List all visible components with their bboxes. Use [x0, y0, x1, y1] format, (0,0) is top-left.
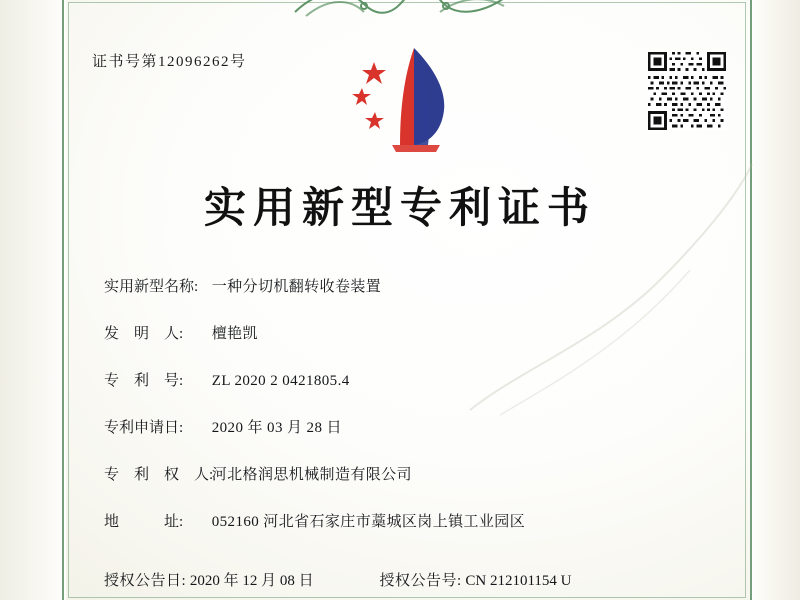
field-row-patent-number — [104, 369, 724, 416]
qr-code-icon — [648, 52, 726, 130]
field-label: 专 利 号: — [104, 373, 184, 389]
field-row-inventor — [104, 322, 724, 369]
notice-number-value: CN 212101154 U — [465, 573, 572, 589]
cnipa-patent-emblem-icon — [340, 40, 470, 155]
field-row-patentee — [104, 463, 724, 510]
grant-date-label: 授权公告日: — [104, 573, 187, 589]
field-value: 052160 河北省石家庄市藁城区岗上镇工业园区 — [211, 514, 526, 530]
right-paper-shading — [750, 0, 800, 600]
field-label: 专 利 权 人: — [104, 467, 214, 483]
field-label: 专利申请日: — [104, 420, 184, 436]
notice-number — [379, 569, 571, 590]
certificate-number: 证书号第12096262号 — [92, 54, 247, 70]
footer-row — [104, 569, 764, 590]
page-title: 实用新型专利证书 — [203, 186, 596, 232]
field-value: ZL 2020 2 0421805.4 — [211, 373, 350, 389]
grant-date-value: 2020 年 12 月 08 日 — [189, 573, 314, 589]
field-value: 河北格润思机械制造有限公司 — [211, 467, 412, 483]
field-list — [104, 275, 724, 557]
grant-date — [104, 569, 314, 590]
field-value: 2020 年 03 月 28 日 — [211, 420, 342, 436]
field-value: 檀艳凯 — [211, 326, 258, 342]
field-label: 地 址: — [104, 514, 184, 530]
field-row-application-date — [104, 416, 724, 463]
field-label: 发 明 人: — [104, 326, 184, 342]
field-row-utility-model-name — [104, 275, 724, 322]
field-value: 一种分切机翻转收卷装置 — [211, 279, 382, 295]
field-row-address — [104, 510, 724, 557]
left-paper-shading — [0, 0, 66, 600]
top-scroll-ornament-icon — [290, 0, 525, 20]
notice-number-label: 授权公告号: — [379, 573, 462, 589]
field-label: 实用新型名称: — [104, 279, 199, 295]
